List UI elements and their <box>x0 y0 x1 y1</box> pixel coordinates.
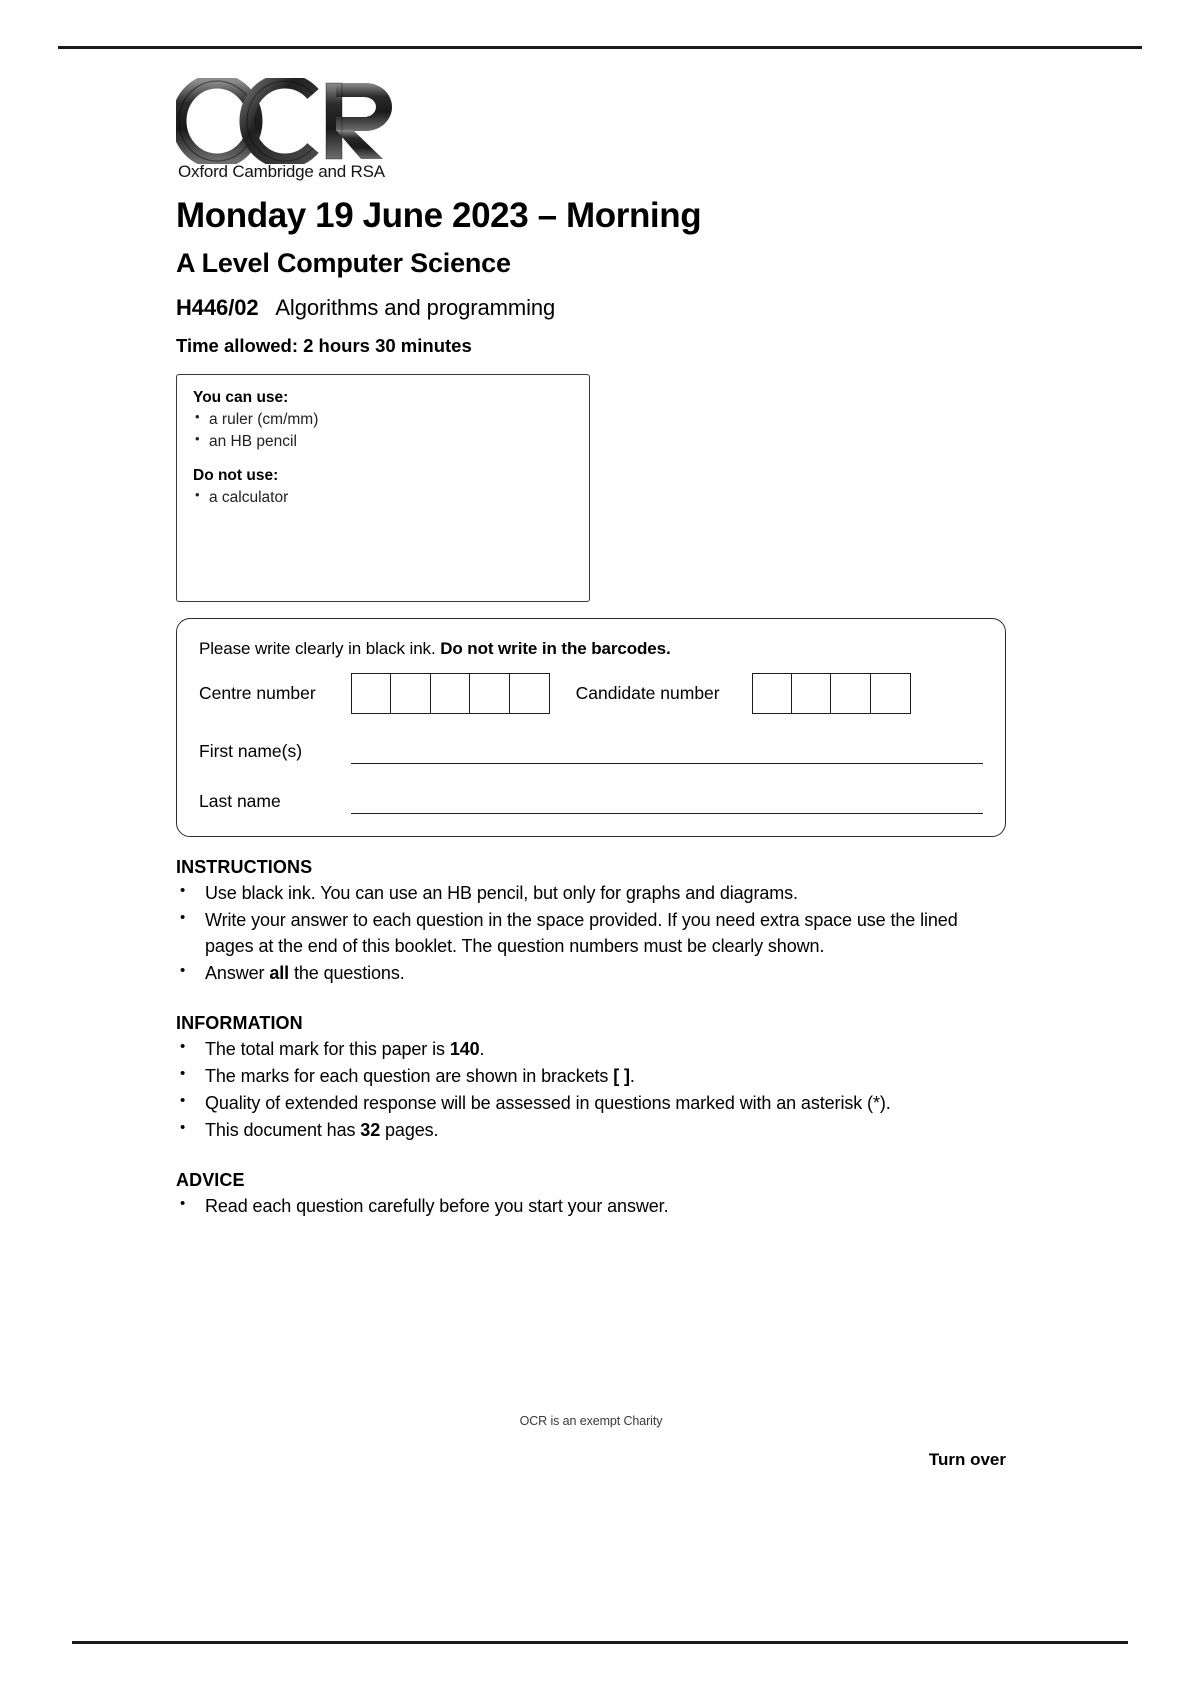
exam-date-title: Monday 19 June 2023 – Morning <box>176 196 702 235</box>
page-content <box>176 78 1006 1469</box>
last-name-row <box>199 790 983 814</box>
can-use-list <box>193 409 573 453</box>
barcode-note-bold: Do not write in the barcodes. <box>440 639 671 659</box>
centre-number-cell[interactable] <box>390 673 431 714</box>
information-item-pre: This document has <box>205 1119 361 1140</box>
first-name-row <box>199 740 983 764</box>
first-name-input[interactable] <box>351 740 983 764</box>
candidate-number-cell[interactable] <box>791 673 832 714</box>
advice-item: • Read each question carefully before you start your answer. <box>176 1194 1006 1220</box>
information-section <box>176 1013 1006 1144</box>
instruction-item-pre: Answer <box>205 962 270 983</box>
information-item-bold: 140 <box>449 1038 480 1059</box>
candidate-number-input[interactable] <box>752 673 911 714</box>
barcode-note-plain: Please write clearly in black ink. <box>199 639 441 659</box>
top-rule <box>58 46 1142 49</box>
candidate-number-cell[interactable] <box>830 673 871 714</box>
centre-number-cell[interactable] <box>430 673 471 714</box>
ocr-logo-mark <box>176 78 406 164</box>
information-item-pre: The marks for each question are shown in brackets <box>205 1065 614 1086</box>
first-name-label: First name(s) <box>199 741 303 762</box>
information-item-bold: 32 <box>360 1119 381 1140</box>
information-title: INFORMATION <box>176 1012 303 1033</box>
number-row <box>199 673 983 714</box>
ocr-logo <box>176 78 1006 182</box>
unit-line <box>176 295 1006 321</box>
instruction-item <box>176 961 1006 987</box>
can-use-title: You can use: <box>193 389 289 407</box>
centre-number-cell[interactable] <box>509 673 550 714</box>
barcode-note <box>199 639 983 659</box>
candidate-number-cell[interactable] <box>870 673 911 714</box>
advice-title: ADVICE <box>176 1169 245 1190</box>
bottom-rule <box>72 1641 1128 1644</box>
information-item <box>176 1064 1006 1090</box>
information-item-pre: The total mark for this paper is <box>205 1038 450 1059</box>
charity-note: OCR is an exempt Charity <box>519 1414 663 1428</box>
do-not-use-item: • a calculator <box>193 487 573 509</box>
last-name-input[interactable] <box>351 790 983 814</box>
candidate-number-cell[interactable] <box>752 673 793 714</box>
can-use-item: • a ruler (cm/mm) <box>193 409 573 431</box>
information-item: • Quality of extended response will be assessed in questions marked with an asterisk (*). <box>176 1091 1006 1117</box>
advice-list <box>176 1194 1006 1220</box>
centre-number-label: Centre number <box>199 683 316 704</box>
qualification-title: A Level Computer Science <box>176 248 511 279</box>
centre-number-cell[interactable] <box>469 673 510 714</box>
ocr-strapline: Oxford Cambridge and RSA <box>178 162 385 181</box>
information-item-post: . <box>479 1038 485 1059</box>
information-item <box>176 1118 1006 1144</box>
instruction-item: • Write your answer to each question in the space provided. If you need extra space use the lined pages at the end of this booklet. The question numbers must be clearly shown. <box>176 908 1006 960</box>
do-not-use-list <box>193 487 573 509</box>
information-item <box>176 1037 1006 1063</box>
information-item-post: pages. <box>380 1119 439 1140</box>
materials-box <box>176 374 590 602</box>
instruction-item-post: the questions. <box>289 962 405 983</box>
advice-section <box>176 1170 1006 1220</box>
last-name-label: Last name <box>199 791 281 812</box>
centre-number-cell[interactable] <box>351 673 392 714</box>
centre-number-input[interactable] <box>351 673 550 714</box>
candidate-details-box <box>176 618 1006 837</box>
turn-over-label: Turn over <box>928 1450 1006 1469</box>
do-not-use-title: Do not use: <box>193 467 279 485</box>
instructions-section <box>176 857 1006 987</box>
unit-title: Algorithms and programming <box>275 295 556 321</box>
time-allowed: Time allowed: 2 hours 30 minutes <box>176 335 472 357</box>
information-list <box>176 1037 1006 1144</box>
unit-code: H446/02 <box>176 295 259 321</box>
can-use-item: • an HB pencil <box>193 431 573 453</box>
instructions-list <box>176 881 1006 987</box>
information-item-bold: [ ] <box>613 1065 630 1086</box>
instruction-item: • Use black ink. You can use an HB pencil, but only for graphs and diagrams. <box>176 881 1006 907</box>
information-item-post: . <box>629 1065 635 1086</box>
instruction-item-bold: all <box>269 962 290 983</box>
instructions-title: INSTRUCTIONS <box>176 857 313 878</box>
candidate-number-label: Candidate number <box>575 683 720 704</box>
